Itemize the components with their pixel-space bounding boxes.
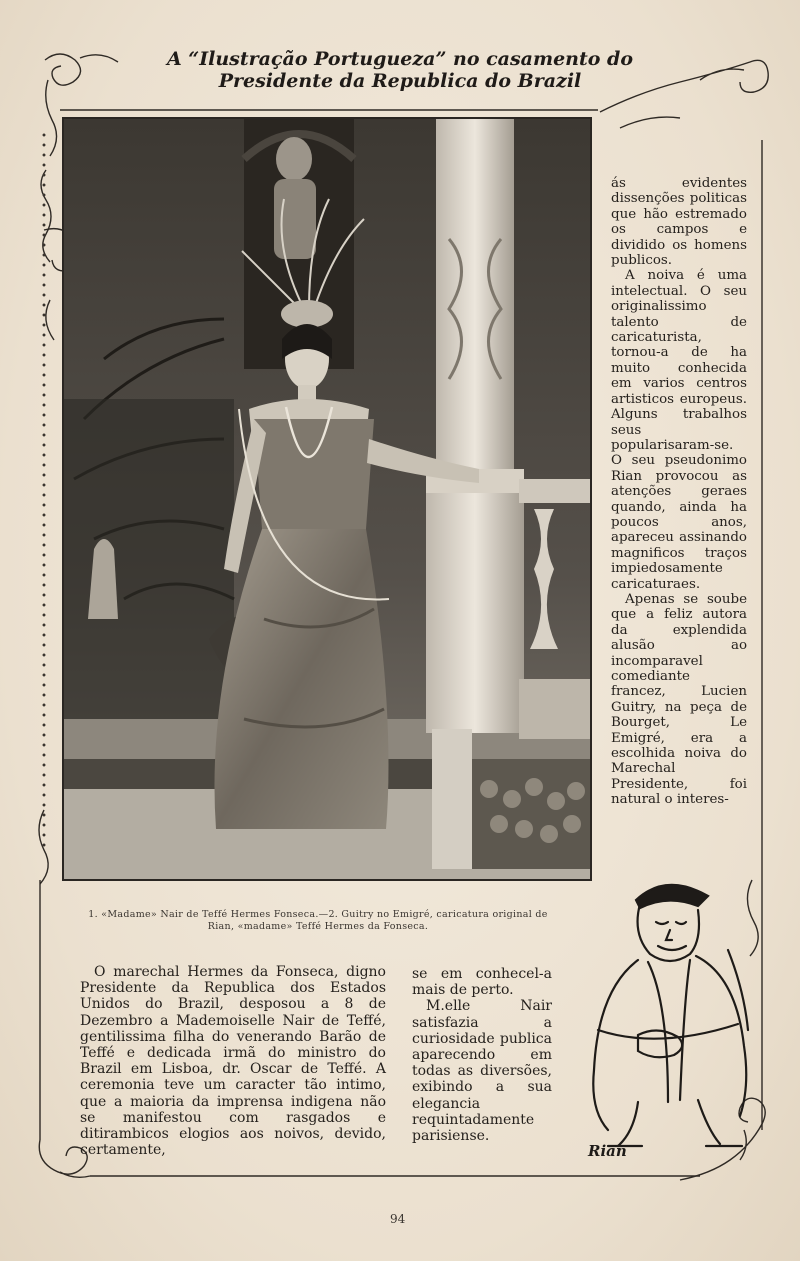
side-paragraph-2: A noiva é uma intelectual. O seu originalissimo talento de caricaturista, tornou-a de ha muito conhecida em varios centros artisticos europeus. Alguns trabalhos seus popularisaram-se. O seu pseudonimo Rian provocou as atenções geraes quando, ainda ha poucos anos, apareceu assinando magnificos traços impiedosamente caricaturaes.	[611, 268, 747, 592]
article-title-line1: A “Ilustração Portugueza” no casamento do	[166, 48, 634, 70]
body-column-left	[80, 964, 386, 1158]
caricature-drawing	[578, 870, 763, 1170]
caricature-sketch	[578, 870, 763, 1170]
photograph-illustration	[64, 119, 590, 879]
photo-caption: 1. «Madame» Nair de Teffé Hermes Fonseca.—2. Guitry no Emigré, caricatura original de Rian, «madame» Teffé Hermes da Fonseca.	[88, 909, 548, 932]
portrait-photograph	[62, 117, 592, 881]
body-paragraph-2: se em conhecel-a mais de perto.	[412, 966, 552, 999]
page-number: 94	[390, 1212, 406, 1226]
body-column-middle	[412, 966, 552, 1144]
side-paragraph-3: Apenas se soube que a feliz autora da explendida alusão ao incomparavel comediante francez, Lucien Guitry, na peça de Bourget, Le Emigré, era a escolhida noiva do Marechal Presidente, foi natural o interes-	[611, 591, 747, 808]
border-dot-row	[41, 130, 47, 850]
side-column	[611, 176, 747, 808]
sketch-signature: Rian	[588, 1142, 627, 1160]
side-paragraph-1: ás evidentes dissenções politicas que hão estremado os campos e dividido os homens publicos.	[611, 176, 747, 269]
body-paragraph-3: M.elle Nair satisfazia a curiosidade publica aparecendo em todas as diversões, exibindo a sua elegancia requintadamente parisiense.	[412, 998, 552, 1145]
article-title-line2: Presidente da Republica do Brazil	[218, 70, 582, 92]
body-paragraph-1: O marechal Hermes da Fonseca, digno Presidente da Republica dos Estados Unidos do Brazil, desposou a 8 de Dezembro a Mademoiselle Nair de Teffé, gentilissima filha do venerando Barão de Teffé e dedicada irmã do ministro do Brazil em Lisboa, dr. Oscar de Teffé. A ceremonia teve um caracter tão intimo, que a maioria da imprensa indigena não se manifestou com rasgados e ditirambicos elogios aos noivos, devido, certamente,	[80, 964, 386, 1159]
